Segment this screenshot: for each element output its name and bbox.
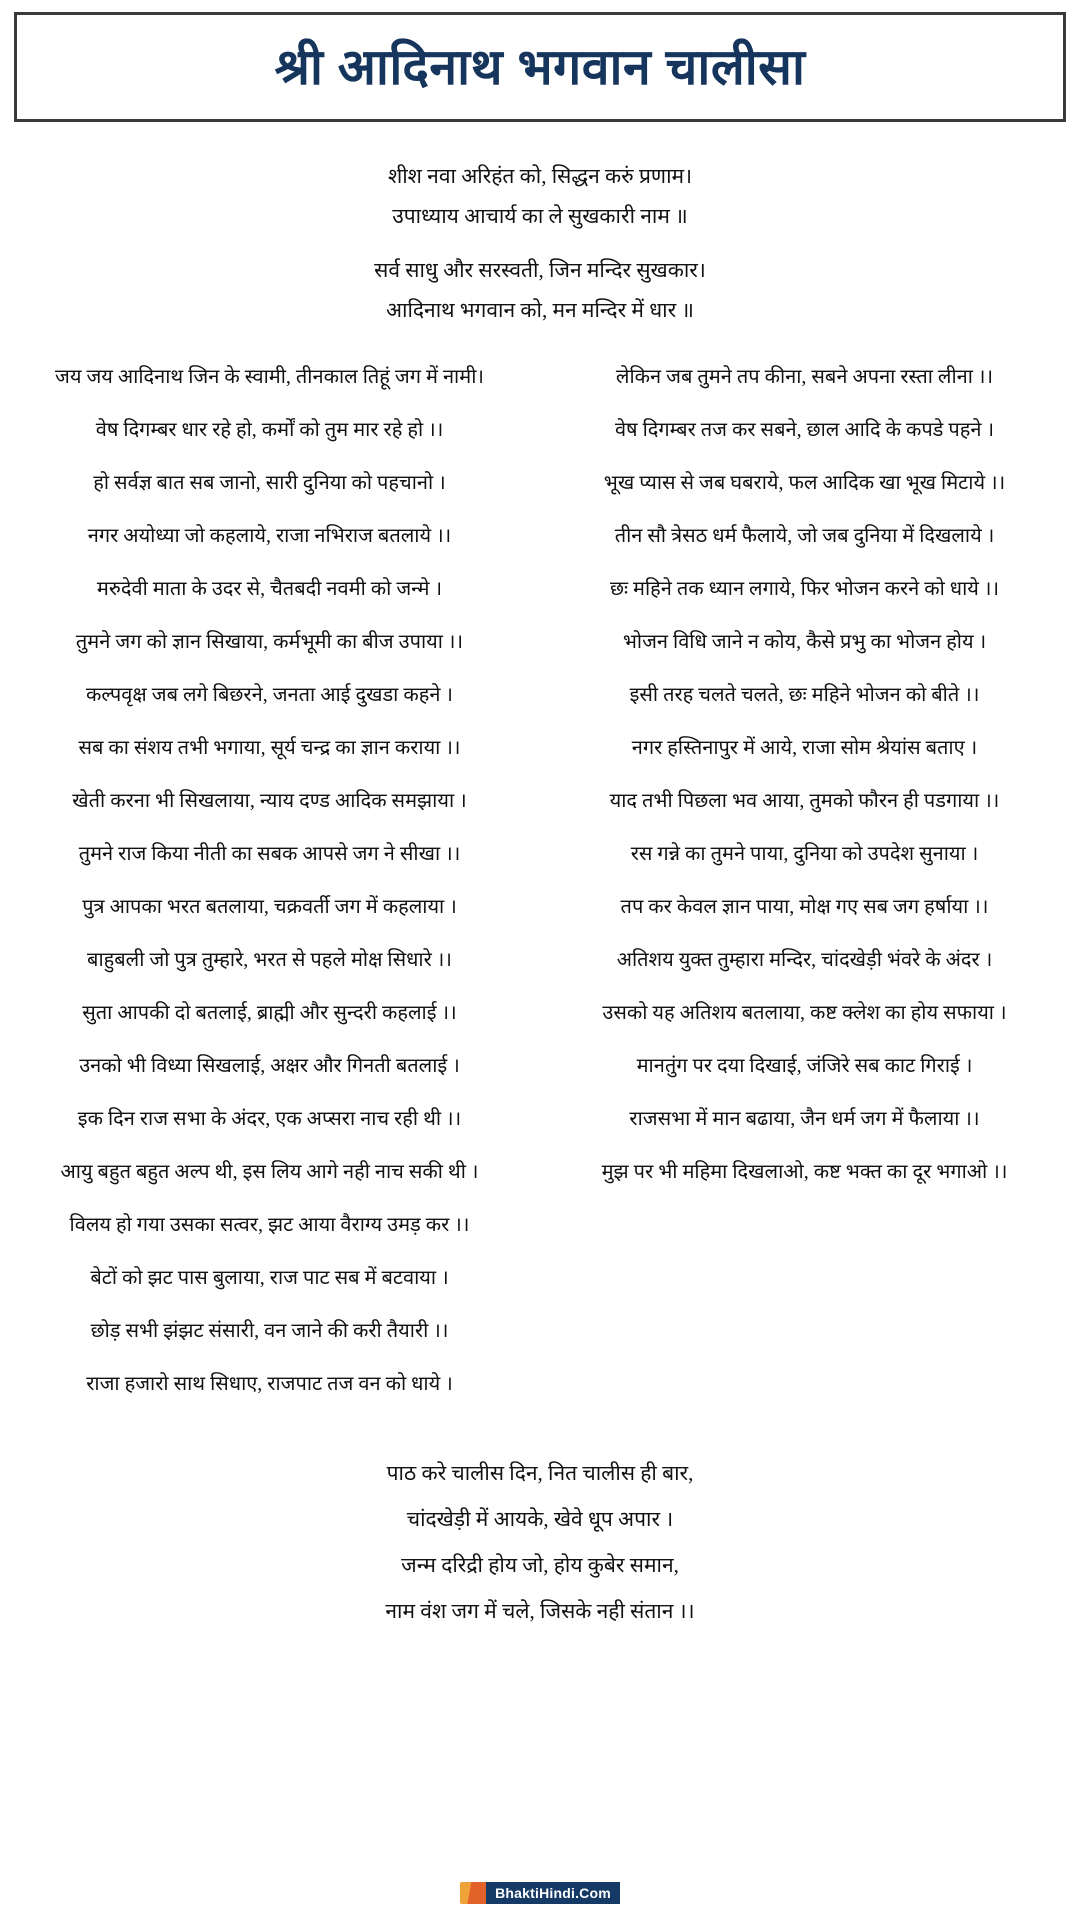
footer (0, 1880, 1080, 1906)
intro-line: सर्व साधु और सरस्वती, जिन मन्दिर सुखकार। (374, 258, 706, 282)
intro-doha-block (0, 156, 1080, 330)
closing-line: जन्म दरिद्री होय जो, होय कुबेर समान, (401, 1553, 679, 1577)
verse-line: छः महिने तक ध्यान लगाये, फिर भोजन करने को धाये ।। (609, 578, 1000, 600)
verse-line: अतिशय युक्त तुम्हारा मन्दिर, चांदखेड़ी भंवरे के अंदर । (616, 949, 993, 971)
verse-line: याद तभी पिछला भव आया, तुमको फौरन ही पडगाया ।। (609, 790, 1000, 812)
verse-line: खेती करना भी सिखलाया, न्याय दण्ड आदिक समझाया । (72, 790, 467, 812)
verse-line: राजा हजारो साथ सिधाए, राजपाट तज वन को धाये । (86, 1373, 453, 1395)
intro-line: आदिनाथ भगवान को, मन मन्दिर में धार ॥ (385, 298, 694, 322)
verse-line: विलय हो गया उसका सत्वर, झट आया वैराग्य उमड़ कर ।। (69, 1214, 470, 1236)
verse-line: तुमने जग को ज्ञान सिखाया, कर्मभूमी का बीज उपाया ।। (75, 631, 464, 653)
intro-line: उपाध्याय आचार्य का ले सुखकारी नाम ॥ (392, 204, 688, 228)
closing-line: चांदखेड़ी में आयके, खेवे धूप अपार । (406, 1507, 674, 1531)
verse-line: सुता आपकी दो बतलाई, ब्राह्मी और सुन्दरी कहलाई ।। (82, 1002, 457, 1024)
verse-line: वेष दिगम्बर धार रहे हो, कर्मों को तुम मार रहे हो ।। (95, 419, 444, 441)
verse-line: बाहुबली जो पुत्र तुम्हारे, भरत से पहले मोक्ष सिधारे ।। (87, 949, 452, 971)
verse-line: बेटों को झट पास बुलाया, राज पाट सब में बटवाया । (90, 1267, 449, 1289)
closing-doha-block (0, 1450, 1080, 1634)
verse-column-left (8, 364, 537, 1424)
brand-name-label: BhaktiHindi.Com (486, 1882, 620, 1904)
intro-line: शीश नवा अरिहंत को, सिद्धन करुं प्रणाम। (387, 164, 693, 188)
intro-spacer (0, 236, 1080, 250)
closing-line: नाम वंश जग में चले, जिसके नही संतान ।। (385, 1599, 695, 1623)
verse-line: पुत्र आपका भरत बतलाया, चक्रवर्ती जग में कहलाया । (82, 896, 457, 918)
verse-line: तीन सौ त्रेसठ धर्म फैलाये, जो जब दुनिया में दिखलाये । (614, 525, 995, 547)
verse-line: भूख प्यास से जब घबराये, फल आदिक खा भूख मिटाये ।। (603, 472, 1006, 494)
verse-line: तुमने राज किया नीती का सबक आपसे जग ने सीखा ।। (78, 843, 461, 865)
verse-columns (0, 364, 1080, 1424)
verse-line: तप कर केवल ज्ञान पाया, मोक्ष गए सब जग हर्षाया ।। (620, 896, 989, 918)
verse-line: लेकिन जब तुमने तप कीना, सबने अपना रस्ता लीना ।। (615, 366, 994, 388)
closing-line: पाठ करे चालीस दिन, नित चालीस ही बार, (386, 1461, 694, 1485)
verse-line: सब का संशय तभी भगाया, सूर्य चन्द्र का ज्ञान कराया ।। (78, 737, 461, 759)
verse-line: नगर हस्तिनापुर में आये, राजा सोम श्रेयांस बताए । (631, 737, 978, 759)
site-brand[interactable] (460, 1880, 620, 1906)
verse-line: मुझ पर भी महिमा दिखलाओ, कष्ट भक्त का दूर भगाओ ।। (601, 1161, 1008, 1183)
verse-line: आयु बहुत बहुत अल्प थी, इस लिय आगे नही नाच सकी थी । (60, 1161, 479, 1183)
verse-line: भोजन विधि जाने न कोय, कैसे प्रभु का भोजन होय । (622, 631, 987, 653)
verse-line: राजसभा में मान बढाया, जैन धर्म जग में फैलाया ।। (629, 1108, 980, 1130)
verse-line: उसको यह अतिशय बतलाया, कष्ट क्लेश का होय सफाया । (602, 1002, 1007, 1024)
verse-line: नगर अयोध्या जो कहलाये, राजा नभिराज बतलाये ।। (87, 525, 452, 547)
verse-line: हो सर्वज्ञ बात सब जानो, सारी दुनिया को पहचानो । (93, 472, 446, 494)
verse-line: छोड़ सभी झंझट संसारी, वन जाने की करी तैयारी ।। (90, 1320, 449, 1342)
verse-line: जय जय आदिनाथ जिन के स्वामी, तीनकाल तिहूं जग में नामी। (55, 366, 484, 388)
verse-column-right (537, 364, 1066, 1212)
verse-line: वेष दिगम्बर तज कर सबने, छाल आदि के कपडे पहने । (614, 419, 995, 441)
verse-line: मरुदेवी माता के उदर से, चैतबदी नवमी को जन्मे । (96, 578, 443, 600)
verse-line: उनको भी विध्या सिखलाई, अक्षर और गिनती बतलाई । (79, 1055, 460, 1077)
brush-stroke-icon (460, 1882, 486, 1904)
title-banner (14, 12, 1066, 122)
verse-line: रस गन्ने का तुमने पाया, दुनिया को उपदेश सुनाया । (630, 843, 979, 865)
verse-line: इसी तरह चलते चलते, छः महिने भोजन को बीते ।। (629, 684, 980, 706)
verse-line: कल्पवृक्ष जब लगे बिछरने, जनता आई दुखडा कहने । (85, 684, 454, 706)
verse-line: इक दिन राज सभा के अंदर, एक अप्सरा नाच रही थी ।। (77, 1108, 462, 1130)
page-title: श्री आदिनाथ भगवान चालीसा (274, 39, 806, 95)
verse-line: मानतुंग पर दया दिखाई, जंजिरे सब काट गिराई । (636, 1055, 973, 1077)
